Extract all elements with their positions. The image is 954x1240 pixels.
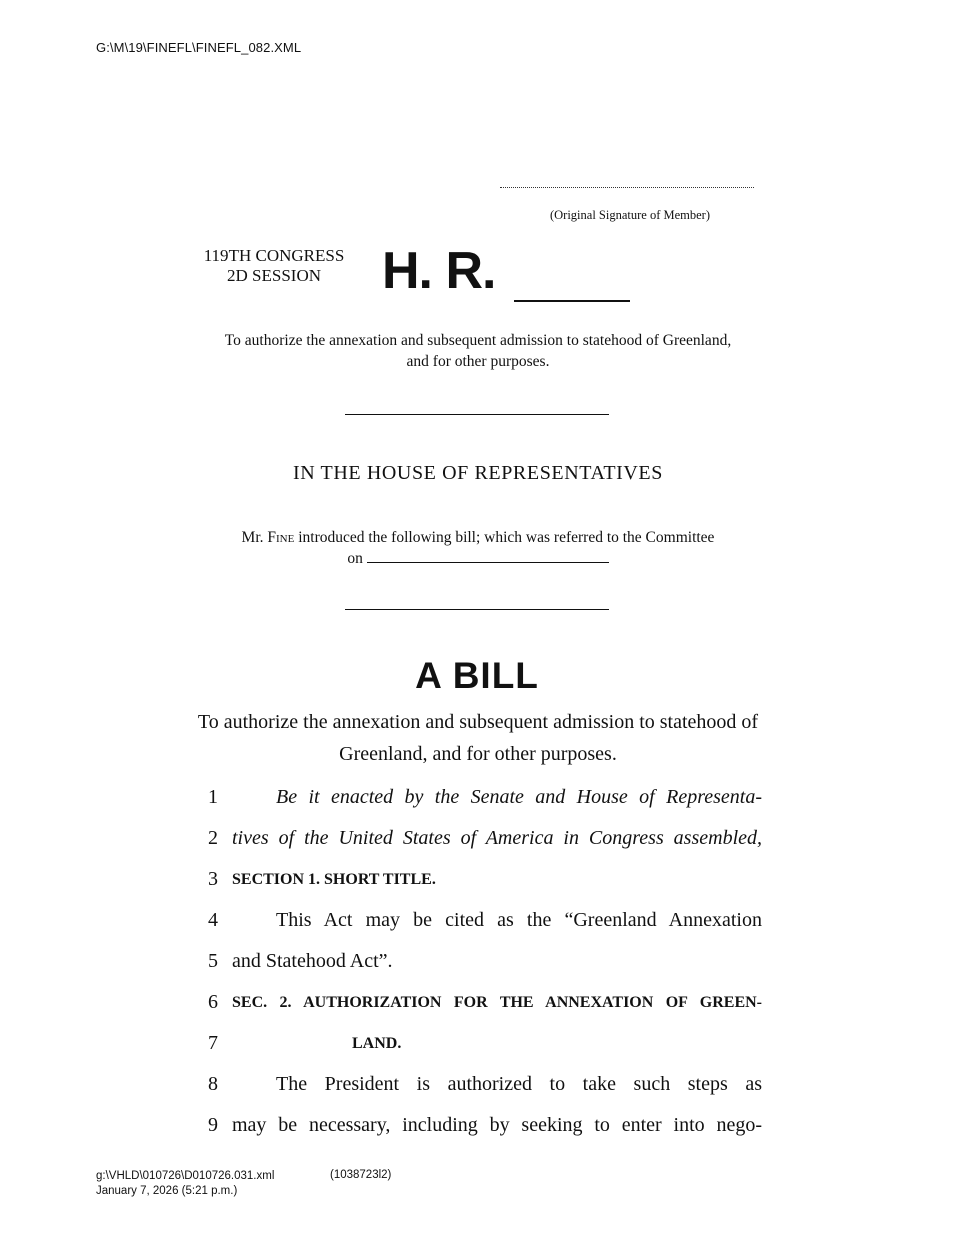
bill-title: A BILL [415, 655, 539, 696]
short-description: To authorize the annexation and subsequent admission to statehood of Greenland, and for other purposes. [224, 332, 732, 370]
line-number: 8 [208, 1073, 218, 1095]
line-number: 6 [208, 991, 218, 1013]
footer-path: g:\VHLD\010726\D010726.031.xml [96, 1170, 275, 1182]
enacting-clause: tives of the United States of America in Congress assembled, [232, 827, 762, 849]
section-text: This Act may be cited as the “Greenland Annexation [276, 909, 762, 931]
bill-line [0, 827, 954, 867]
introduction-text: Mr. Fine introduced the following bill; which was referred to the Committee on [241, 529, 715, 567]
bill-line [0, 786, 954, 826]
bill-line [0, 868, 954, 908]
bill-line [0, 950, 954, 990]
bill-number-mark: H. R. [382, 242, 496, 300]
session-line: 2D SESSION [227, 266, 321, 285]
section-text: and Statehood Act”. [232, 950, 393, 972]
bill-number-blank [514, 300, 630, 302]
footer-code: (1038723l2) [330, 1169, 392, 1181]
section-text: may be necessary, including by seeking to enter into nego- [232, 1114, 762, 1136]
section-heading: SECTION 1. SHORT TITLE. [232, 871, 436, 888]
committee-blank [367, 550, 609, 563]
section-heading: LAND. [352, 1035, 402, 1052]
divider-rule [345, 609, 609, 610]
footer-date: January 7, 2026 (5:21 p.m.) [96, 1185, 238, 1197]
line-number: 7 [208, 1032, 218, 1054]
footer-meta [96, 1169, 274, 1199]
congress-session-block [186, 246, 362, 286]
congress-line: 119TH CONGRESS [203, 246, 345, 265]
line-number: 4 [208, 909, 218, 931]
line-number: 3 [208, 868, 218, 890]
long-description: To authorize the annexation and subsequent admission to statehood of Greenland, and for other purposes. [197, 711, 759, 765]
enacting-clause: Be it enacted by the Senate and House of Representa- [276, 786, 762, 808]
bill-line [0, 1073, 954, 1113]
bill-line [0, 991, 954, 1031]
bill-line [0, 1114, 954, 1154]
divider-rule [345, 414, 609, 415]
section-text: The President is authorized to take such steps as [276, 1073, 762, 1095]
line-number: 5 [208, 950, 218, 972]
signature-line [500, 187, 754, 188]
section-heading: SEC. 2. AUTHORIZATION FOR THE ANNEXATION OF GREEN- [232, 994, 762, 1011]
bill-line [0, 1032, 954, 1072]
line-number: 2 [208, 827, 218, 849]
house-heading: IN THE HOUSE OF REPRESENTATIVES [293, 462, 663, 484]
file-path: G:\M\19\FINEFL\FINEFL_082.XML [96, 40, 302, 55]
line-number: 1 [208, 786, 218, 808]
signature-caption: (Original Signature of Member) [549, 208, 711, 222]
bill-line [0, 909, 954, 949]
member-name: Fine [267, 529, 295, 546]
line-number: 9 [208, 1114, 218, 1136]
